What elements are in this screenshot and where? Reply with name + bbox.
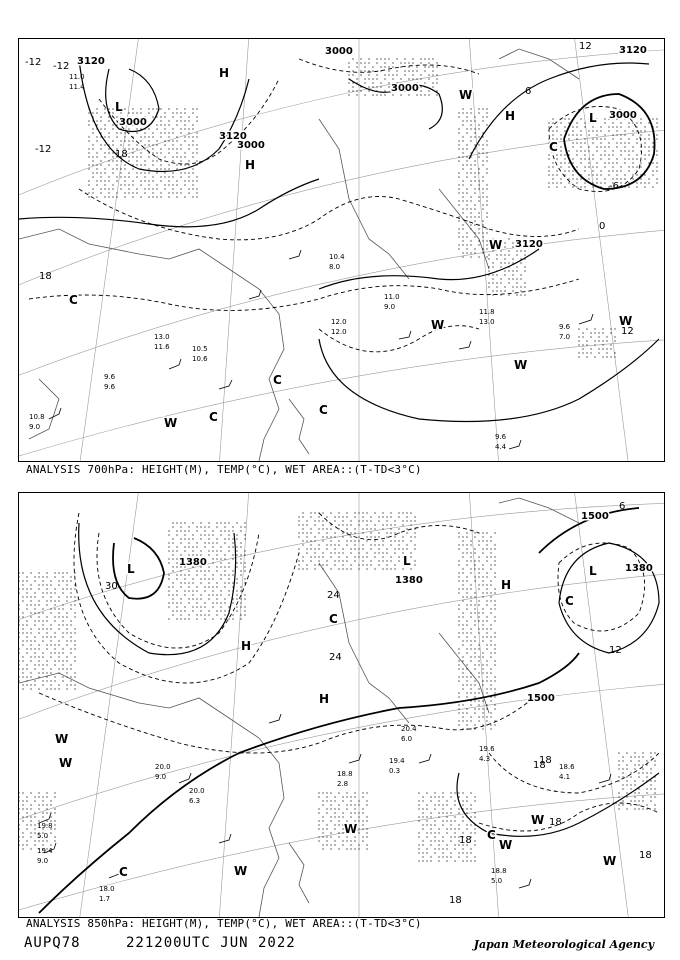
station-value: 9.6: [559, 323, 571, 331]
height-label: 3120: [515, 239, 543, 250]
temp-label: 24: [327, 590, 340, 601]
pressure-marker: L: [115, 100, 123, 114]
station-value: 19.4: [37, 847, 53, 855]
station-value: 11.0: [384, 293, 400, 301]
pressure-marker: W: [234, 864, 248, 878]
temp-label: 6: [619, 501, 626, 512]
station-value: 10.6: [192, 355, 208, 363]
pressure-marker: C: [273, 373, 282, 387]
station-value: 10.4: [329, 253, 345, 261]
height-label: 3000: [119, 117, 147, 128]
pressure-marker: C: [69, 293, 78, 307]
map-850hpa-canvas: [19, 493, 664, 917]
map-700hpa-labels: [25, 41, 647, 451]
pressure-marker: C: [209, 410, 218, 424]
height-label: 1380: [395, 575, 423, 586]
pressure-marker: H: [241, 639, 252, 653]
temp-label: 18: [639, 850, 652, 861]
height-label: 1380: [625, 563, 653, 574]
temp-label: 18: [449, 895, 462, 906]
station-value: 19.6: [479, 745, 495, 753]
station-value: 9.0: [155, 773, 167, 781]
temp-label: -6: [609, 181, 619, 192]
temp-label: -12: [53, 61, 70, 72]
height-label: 1380: [179, 557, 207, 568]
station-value: 5.0: [491, 877, 503, 885]
temp-label: 0: [599, 221, 606, 232]
pressure-marker: C: [549, 140, 558, 154]
station-value: 9.6: [104, 383, 116, 391]
station-value: 5.0: [37, 832, 49, 840]
station-value: 10.5: [192, 345, 208, 353]
station-value: 18.8: [491, 867, 507, 875]
station-value: 11.6: [154, 343, 170, 351]
pressure-marker: L: [589, 111, 597, 125]
station-value: 9.0: [384, 303, 396, 311]
pressure-marker: C: [329, 612, 338, 626]
height-label: 1500: [581, 511, 609, 522]
map-700hpa: [18, 38, 665, 462]
pressure-marker: W: [55, 732, 69, 746]
height-label: 3120: [219, 131, 247, 142]
station-value: 18.8: [337, 770, 353, 778]
pressure-marker: W: [531, 813, 545, 827]
station-value: 11.4: [69, 83, 85, 91]
pressure-marker: H: [505, 109, 516, 123]
station-value: 1.7: [99, 895, 111, 903]
pressure-marker: C: [565, 594, 574, 608]
pressure-marker: H: [245, 158, 256, 172]
station-value: 4.3: [479, 755, 491, 763]
product-code: AUPQ78: [24, 935, 81, 951]
station-value: 20.0: [189, 787, 205, 795]
station-value: 11.8: [479, 308, 495, 316]
pressure-marker: H: [319, 692, 330, 706]
wet-area: [19, 512, 656, 861]
temp-label: 18: [533, 760, 546, 771]
pressure-marker: H: [219, 66, 230, 80]
height-label: 3000: [237, 140, 265, 151]
pressure-marker: H: [501, 578, 512, 592]
station-value: 4.4: [495, 443, 507, 451]
station-value: 6.0: [401, 735, 413, 743]
height-label: 3000: [325, 46, 353, 57]
height-label: 3120: [619, 45, 647, 56]
temp-label: 30: [105, 581, 118, 592]
pressure-marker: W: [514, 358, 528, 372]
station-value: 18.6: [559, 763, 575, 771]
height-label: 1500: [527, 693, 555, 704]
station-value: 4.1: [559, 773, 571, 781]
station-value: 7.0: [559, 333, 571, 341]
station-value: 6.3: [189, 797, 201, 805]
height-label: 3000: [609, 110, 637, 121]
temp-label: 24: [329, 652, 342, 663]
station-value: 0.3: [389, 767, 401, 775]
pressure-marker: W: [603, 854, 617, 868]
station-value: 12.0: [331, 318, 347, 326]
temp-label: 12: [621, 326, 634, 337]
station-value: 10.8: [29, 413, 45, 421]
temp-label: 18: [549, 817, 562, 828]
wet-area: [88, 58, 657, 357]
temp-label: -12: [35, 144, 52, 155]
pressure-marker: W: [344, 822, 358, 836]
pressure-marker: L: [127, 562, 135, 576]
pressure-marker: W: [459, 88, 473, 102]
pressure-marker: L: [589, 564, 597, 578]
station-value: 8.0: [329, 263, 341, 271]
temp-label: 18: [115, 149, 128, 160]
station-value: 19.4: [389, 757, 405, 765]
station-value: 9.6: [495, 433, 507, 441]
station-value: 9.6: [104, 373, 116, 381]
pressure-marker: W: [489, 238, 503, 252]
temp-label: 18: [459, 835, 472, 846]
agency-name: Japan Meteorological Agency: [473, 938, 654, 951]
height-label: 3000: [391, 83, 419, 94]
pressure-marker: C: [319, 403, 328, 417]
pressure-marker: W: [619, 314, 633, 328]
station-value: 20.0: [155, 763, 171, 771]
station-value: 13.0: [154, 333, 170, 341]
station-value: 11.0: [69, 73, 85, 81]
pressure-marker: W: [164, 416, 178, 430]
valid-time: 221200UTC JUN 2022: [126, 935, 296, 951]
station-value: 18.0: [99, 885, 115, 893]
temp-label: 12: [609, 645, 622, 656]
station-value: 9.0: [37, 857, 49, 865]
map-700hpa-canvas: [19, 39, 664, 461]
temp-label: 6: [525, 86, 532, 97]
station-value: 13.0: [479, 318, 495, 326]
temp-label: 12: [579, 41, 592, 52]
height-label: 3120: [77, 56, 105, 67]
temp-label: 18: [39, 271, 52, 282]
pressure-marker: W: [431, 318, 445, 332]
graticule: [19, 493, 664, 917]
caption-700hpa: ANALYSIS 700hPa: HEIGHT(M), TEMP(°C), WET AREA::(T-TD<3°C): [26, 463, 422, 476]
temp-label: 18: [539, 755, 552, 766]
pressure-marker: C: [119, 865, 128, 879]
station-value: 19.8: [37, 822, 53, 830]
temp-label: -12: [25, 57, 42, 68]
pressure-marker: L: [403, 554, 411, 568]
station-value: 9.0: [29, 423, 41, 431]
pressure-marker: W: [59, 756, 73, 770]
wind-barbs: [39, 714, 611, 888]
pressure-marker: C: [487, 828, 496, 842]
station-value: 12.0: [331, 328, 347, 336]
map-850hpa: [18, 492, 665, 918]
caption-850hpa: ANALYSIS 850hPa: HEIGHT(M), TEMP(°C), WET AREA::(T-TD<3°C): [26, 917, 422, 930]
wind-barbs: [49, 250, 593, 461]
pressure-marker: W: [499, 838, 513, 852]
station-value: 20.4: [401, 725, 417, 733]
station-value: 2.8: [337, 780, 349, 788]
